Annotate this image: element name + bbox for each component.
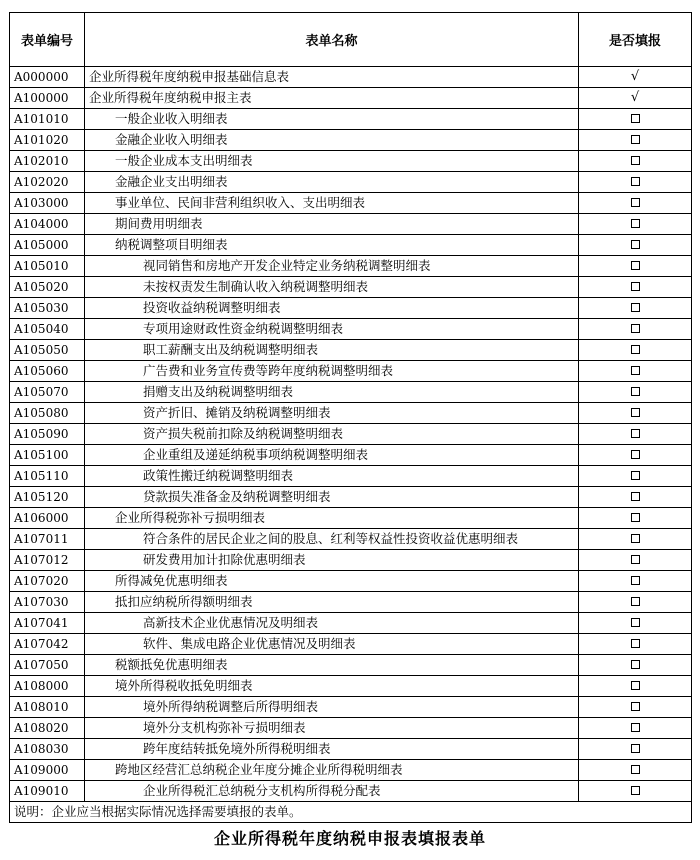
unchecked-box-cell[interactable]	[579, 445, 692, 466]
header-form-code: 表单编号	[10, 13, 85, 67]
form-name-cell: 企业所得税汇总纳税分支机构所得税分配表	[85, 781, 579, 802]
header-form-name: 表单名称	[85, 13, 579, 67]
form-name-cell: 视同销售和房地产开发企业特定业务纳税调整明细表	[85, 256, 579, 277]
table-row	[10, 634, 692, 655]
form-code-cell: A108000	[10, 676, 85, 697]
unchecked-box-cell[interactable]	[579, 361, 692, 382]
form-name-cell: 广告费和业务宣传费等跨年度纳税调整明细表	[85, 361, 579, 382]
checkbox-icon[interactable]	[631, 660, 640, 669]
unchecked-box-cell[interactable]	[579, 130, 692, 151]
checkbox-icon[interactable]	[631, 618, 640, 627]
checkbox-icon[interactable]	[631, 786, 640, 795]
table-row	[10, 781, 692, 802]
unchecked-box-cell[interactable]	[579, 151, 692, 172]
form-code-cell: A102020	[10, 172, 85, 193]
form-name-cell: 资产折旧、摊销及纳税调整明细表	[85, 403, 579, 424]
form-code-cell: A105070	[10, 382, 85, 403]
note-text: 说明：企业应当根据实际情况选择需要填报的表单。	[10, 802, 692, 823]
form-name-cell: 高新技术企业优惠情况及明细表	[85, 613, 579, 634]
unchecked-box-cell[interactable]	[579, 487, 692, 508]
table-row	[10, 487, 692, 508]
form-name-cell: 一般企业收入明细表	[85, 109, 579, 130]
table-row	[10, 697, 692, 718]
form-code-cell: A107050	[10, 655, 85, 676]
checkbox-icon[interactable]	[631, 345, 640, 354]
unchecked-box-cell[interactable]	[579, 781, 692, 802]
form-name-cell: 金融企业支出明细表	[85, 172, 579, 193]
table-row	[10, 193, 692, 214]
form-name-cell: 税额抵免优惠明细表	[85, 655, 579, 676]
form-name-cell: 金融企业收入明细表	[85, 130, 579, 151]
form-name-cell: 所得减免优惠明细表	[85, 571, 579, 592]
form-name-cell: 跨地区经营汇总纳税企业年度分摊企业所得税明细表	[85, 760, 579, 781]
table-row	[10, 739, 692, 760]
form-name-cell: 事业单位、民间非营利组织收入、支出明细表	[85, 193, 579, 214]
form-name-cell: 企业所得税年度纳税申报主表	[85, 88, 579, 109]
form-code-cell: A105020	[10, 277, 85, 298]
unchecked-box-cell[interactable]	[579, 193, 692, 214]
checkbox-icon[interactable]	[631, 429, 640, 438]
page-caption: 企业所得税年度纳税申报表填报表单	[213, 829, 486, 848]
checkbox-icon[interactable]	[631, 450, 640, 459]
checkbox-icon[interactable]	[631, 744, 640, 753]
table-row	[10, 529, 692, 550]
form-code-cell: A102010	[10, 151, 85, 172]
header-filled: 是否填报	[579, 13, 692, 67]
form-name-cell: 抵扣应纳税所得额明细表	[85, 592, 579, 613]
checkbox-icon[interactable]	[631, 387, 640, 396]
checkbox-icon[interactable]	[631, 156, 640, 165]
form-code-cell: A108020	[10, 718, 85, 739]
table-row	[10, 235, 692, 256]
checkbox-icon[interactable]	[631, 366, 640, 375]
form-name-cell: 专项用途财政性资金纳税调整明细表	[85, 319, 579, 340]
table-row	[10, 655, 692, 676]
unchecked-box-cell[interactable]	[579, 571, 692, 592]
form-name-cell: 一般企业成本支出明细表	[85, 151, 579, 172]
table-row	[10, 109, 692, 130]
unchecked-box-cell[interactable]	[579, 718, 692, 739]
unchecked-box-cell[interactable]	[579, 529, 692, 550]
form-name-cell: 境外所得纳税调整后所得明细表	[85, 697, 579, 718]
unchecked-box-cell[interactable]	[579, 676, 692, 697]
table-row	[10, 424, 692, 445]
unchecked-box-cell[interactable]	[579, 256, 692, 277]
checkbox-icon[interactable]	[631, 681, 640, 690]
unchecked-box-cell[interactable]	[579, 739, 692, 760]
unchecked-box-cell[interactable]	[579, 214, 692, 235]
form-code-cell: A101020	[10, 130, 85, 151]
table-row	[10, 382, 692, 403]
form-code-cell: A109000	[10, 760, 85, 781]
form-name-cell: 政策性搬迁纳税调整明细表	[85, 466, 579, 487]
form-code-cell: A105110	[10, 466, 85, 487]
unchecked-box-cell[interactable]	[579, 697, 692, 718]
unchecked-box-cell[interactable]	[579, 634, 692, 655]
form-name-cell: 职工薪酬支出及纳税调整明细表	[85, 340, 579, 361]
unchecked-box-cell[interactable]	[579, 550, 692, 571]
form-code-cell: A108010	[10, 697, 85, 718]
checkbox-icon[interactable]	[631, 177, 640, 186]
table-header-row	[10, 13, 692, 67]
form-code-cell: A107030	[10, 592, 85, 613]
form-name-cell: 境外分支机构弥补亏损明细表	[85, 718, 579, 739]
form-code-cell: A107020	[10, 571, 85, 592]
table-row	[10, 361, 692, 382]
form-name-cell: 捐赠支出及纳税调整明细表	[85, 382, 579, 403]
form-name-cell: 软件、集成电路企业优惠情况及明细表	[85, 634, 579, 655]
checkbox-icon[interactable]	[631, 408, 640, 417]
unchecked-box-cell[interactable]	[579, 466, 692, 487]
table-row	[10, 613, 692, 634]
checkbox-icon[interactable]	[631, 702, 640, 711]
form-code-cell: A105040	[10, 319, 85, 340]
unchecked-box-cell[interactable]	[579, 235, 692, 256]
form-code-cell: A108030	[10, 739, 85, 760]
form-name-cell: 研发费用加计扣除优惠明细表	[85, 550, 579, 571]
form-code-cell: A101010	[10, 109, 85, 130]
checked-mark[interactable]: √	[579, 88, 692, 109]
unchecked-box-cell[interactable]	[579, 277, 692, 298]
form-name-cell: 资产损失税前扣除及纳税调整明细表	[85, 424, 579, 445]
form-name-cell: 境外所得税收抵免明细表	[85, 676, 579, 697]
table-row	[10, 445, 692, 466]
checked-mark[interactable]: √	[579, 67, 692, 88]
table-row	[10, 214, 692, 235]
note-row	[10, 802, 692, 823]
table-row	[10, 277, 692, 298]
checkbox-icon[interactable]	[631, 303, 640, 312]
form-code-cell: A105000	[10, 235, 85, 256]
form-code-cell: A106000	[10, 508, 85, 529]
form-name-cell: 企业所得税年度纳税申报基础信息表	[85, 67, 579, 88]
form-name-cell: 投资收益纳税调整明细表	[85, 298, 579, 319]
table-row	[10, 508, 692, 529]
unchecked-box-cell[interactable]	[579, 172, 692, 193]
unchecked-box-cell[interactable]	[579, 613, 692, 634]
form-name-cell: 纳税调整项目明细表	[85, 235, 579, 256]
form-name-cell: 贷款损失准备金及纳税调整明细表	[85, 487, 579, 508]
form-code-cell: A107011	[10, 529, 85, 550]
form-code-cell: A105060	[10, 361, 85, 382]
unchecked-box-cell[interactable]	[579, 298, 692, 319]
form-code-cell: A103000	[10, 193, 85, 214]
form-name-cell: 跨年度结转抵免境外所得税明细表	[85, 739, 579, 760]
unchecked-box-cell[interactable]	[579, 319, 692, 340]
form-code-cell: A107042	[10, 634, 85, 655]
table-row	[10, 319, 692, 340]
checkbox-icon[interactable]	[631, 261, 640, 270]
form-code-cell: A100000	[10, 88, 85, 109]
table-row	[10, 130, 692, 151]
form-code-cell: A107012	[10, 550, 85, 571]
checkbox-icon[interactable]	[631, 324, 640, 333]
form-name-cell: 期间费用明细表	[85, 214, 579, 235]
checkbox-icon[interactable]	[631, 219, 640, 228]
form-name-cell: 符合条件的居民企业之间的股息、红利等权益性投资收益优惠明细表	[85, 529, 579, 550]
table-row	[10, 760, 692, 781]
form-name-cell: 企业所得税弥补亏损明细表	[85, 508, 579, 529]
checkbox-icon[interactable]	[631, 240, 640, 249]
table-row	[10, 340, 692, 361]
form-code-cell: A000000	[10, 67, 85, 88]
checkbox-icon[interactable]	[631, 114, 640, 123]
form-code-cell: A105080	[10, 403, 85, 424]
checkbox-icon[interactable]	[631, 534, 640, 543]
form-code-cell: A105010	[10, 256, 85, 277]
table-row	[10, 172, 692, 193]
unchecked-box-cell[interactable]	[579, 508, 692, 529]
unchecked-box-cell[interactable]	[579, 340, 692, 361]
tax-form-list-table	[9, 12, 692, 823]
checkbox-icon[interactable]	[631, 765, 640, 774]
table-row	[10, 298, 692, 319]
unchecked-box-cell[interactable]	[579, 403, 692, 424]
checkbox-icon[interactable]	[631, 492, 640, 501]
form-name-cell: 未按权责发生制确认收入纳税调整明细表	[85, 277, 579, 298]
checkbox-icon[interactable]	[631, 723, 640, 732]
form-code-cell: A105100	[10, 445, 85, 466]
table-row	[10, 550, 692, 571]
form-code-cell: A109010	[10, 781, 85, 802]
unchecked-box-cell[interactable]	[579, 655, 692, 676]
table-row	[10, 718, 692, 739]
table-row	[10, 466, 692, 487]
table-row	[10, 67, 692, 88]
checkbox-icon[interactable]	[631, 471, 640, 480]
table-row	[10, 403, 692, 424]
form-code-cell: A105050	[10, 340, 85, 361]
table-row	[10, 256, 692, 277]
checkbox-icon[interactable]	[631, 555, 640, 564]
unchecked-box-cell[interactable]	[579, 760, 692, 781]
form-code-cell: A104000	[10, 214, 85, 235]
table-row	[10, 151, 692, 172]
form-code-cell: A105030	[10, 298, 85, 319]
form-name-cell: 企业重组及递延纳税事项纳税调整明细表	[85, 445, 579, 466]
table-row	[10, 676, 692, 697]
checkbox-icon[interactable]	[631, 282, 640, 291]
unchecked-box-cell[interactable]	[579, 382, 692, 403]
table-row	[10, 571, 692, 592]
checkbox-icon[interactable]	[631, 198, 640, 207]
unchecked-box-cell[interactable]	[579, 109, 692, 130]
form-code-cell: A107041	[10, 613, 85, 634]
unchecked-box-cell[interactable]	[579, 424, 692, 445]
checkbox-icon[interactable]	[631, 513, 640, 522]
table-body	[10, 67, 692, 802]
checkbox-icon[interactable]	[631, 135, 640, 144]
table-row	[10, 88, 692, 109]
checkbox-icon[interactable]	[631, 576, 640, 585]
form-code-cell: A105090	[10, 424, 85, 445]
form-code-cell: A105120	[10, 487, 85, 508]
checkbox-icon[interactable]	[631, 597, 640, 606]
table-row	[10, 592, 692, 613]
checkbox-icon[interactable]	[631, 639, 640, 648]
unchecked-box-cell[interactable]	[579, 592, 692, 613]
